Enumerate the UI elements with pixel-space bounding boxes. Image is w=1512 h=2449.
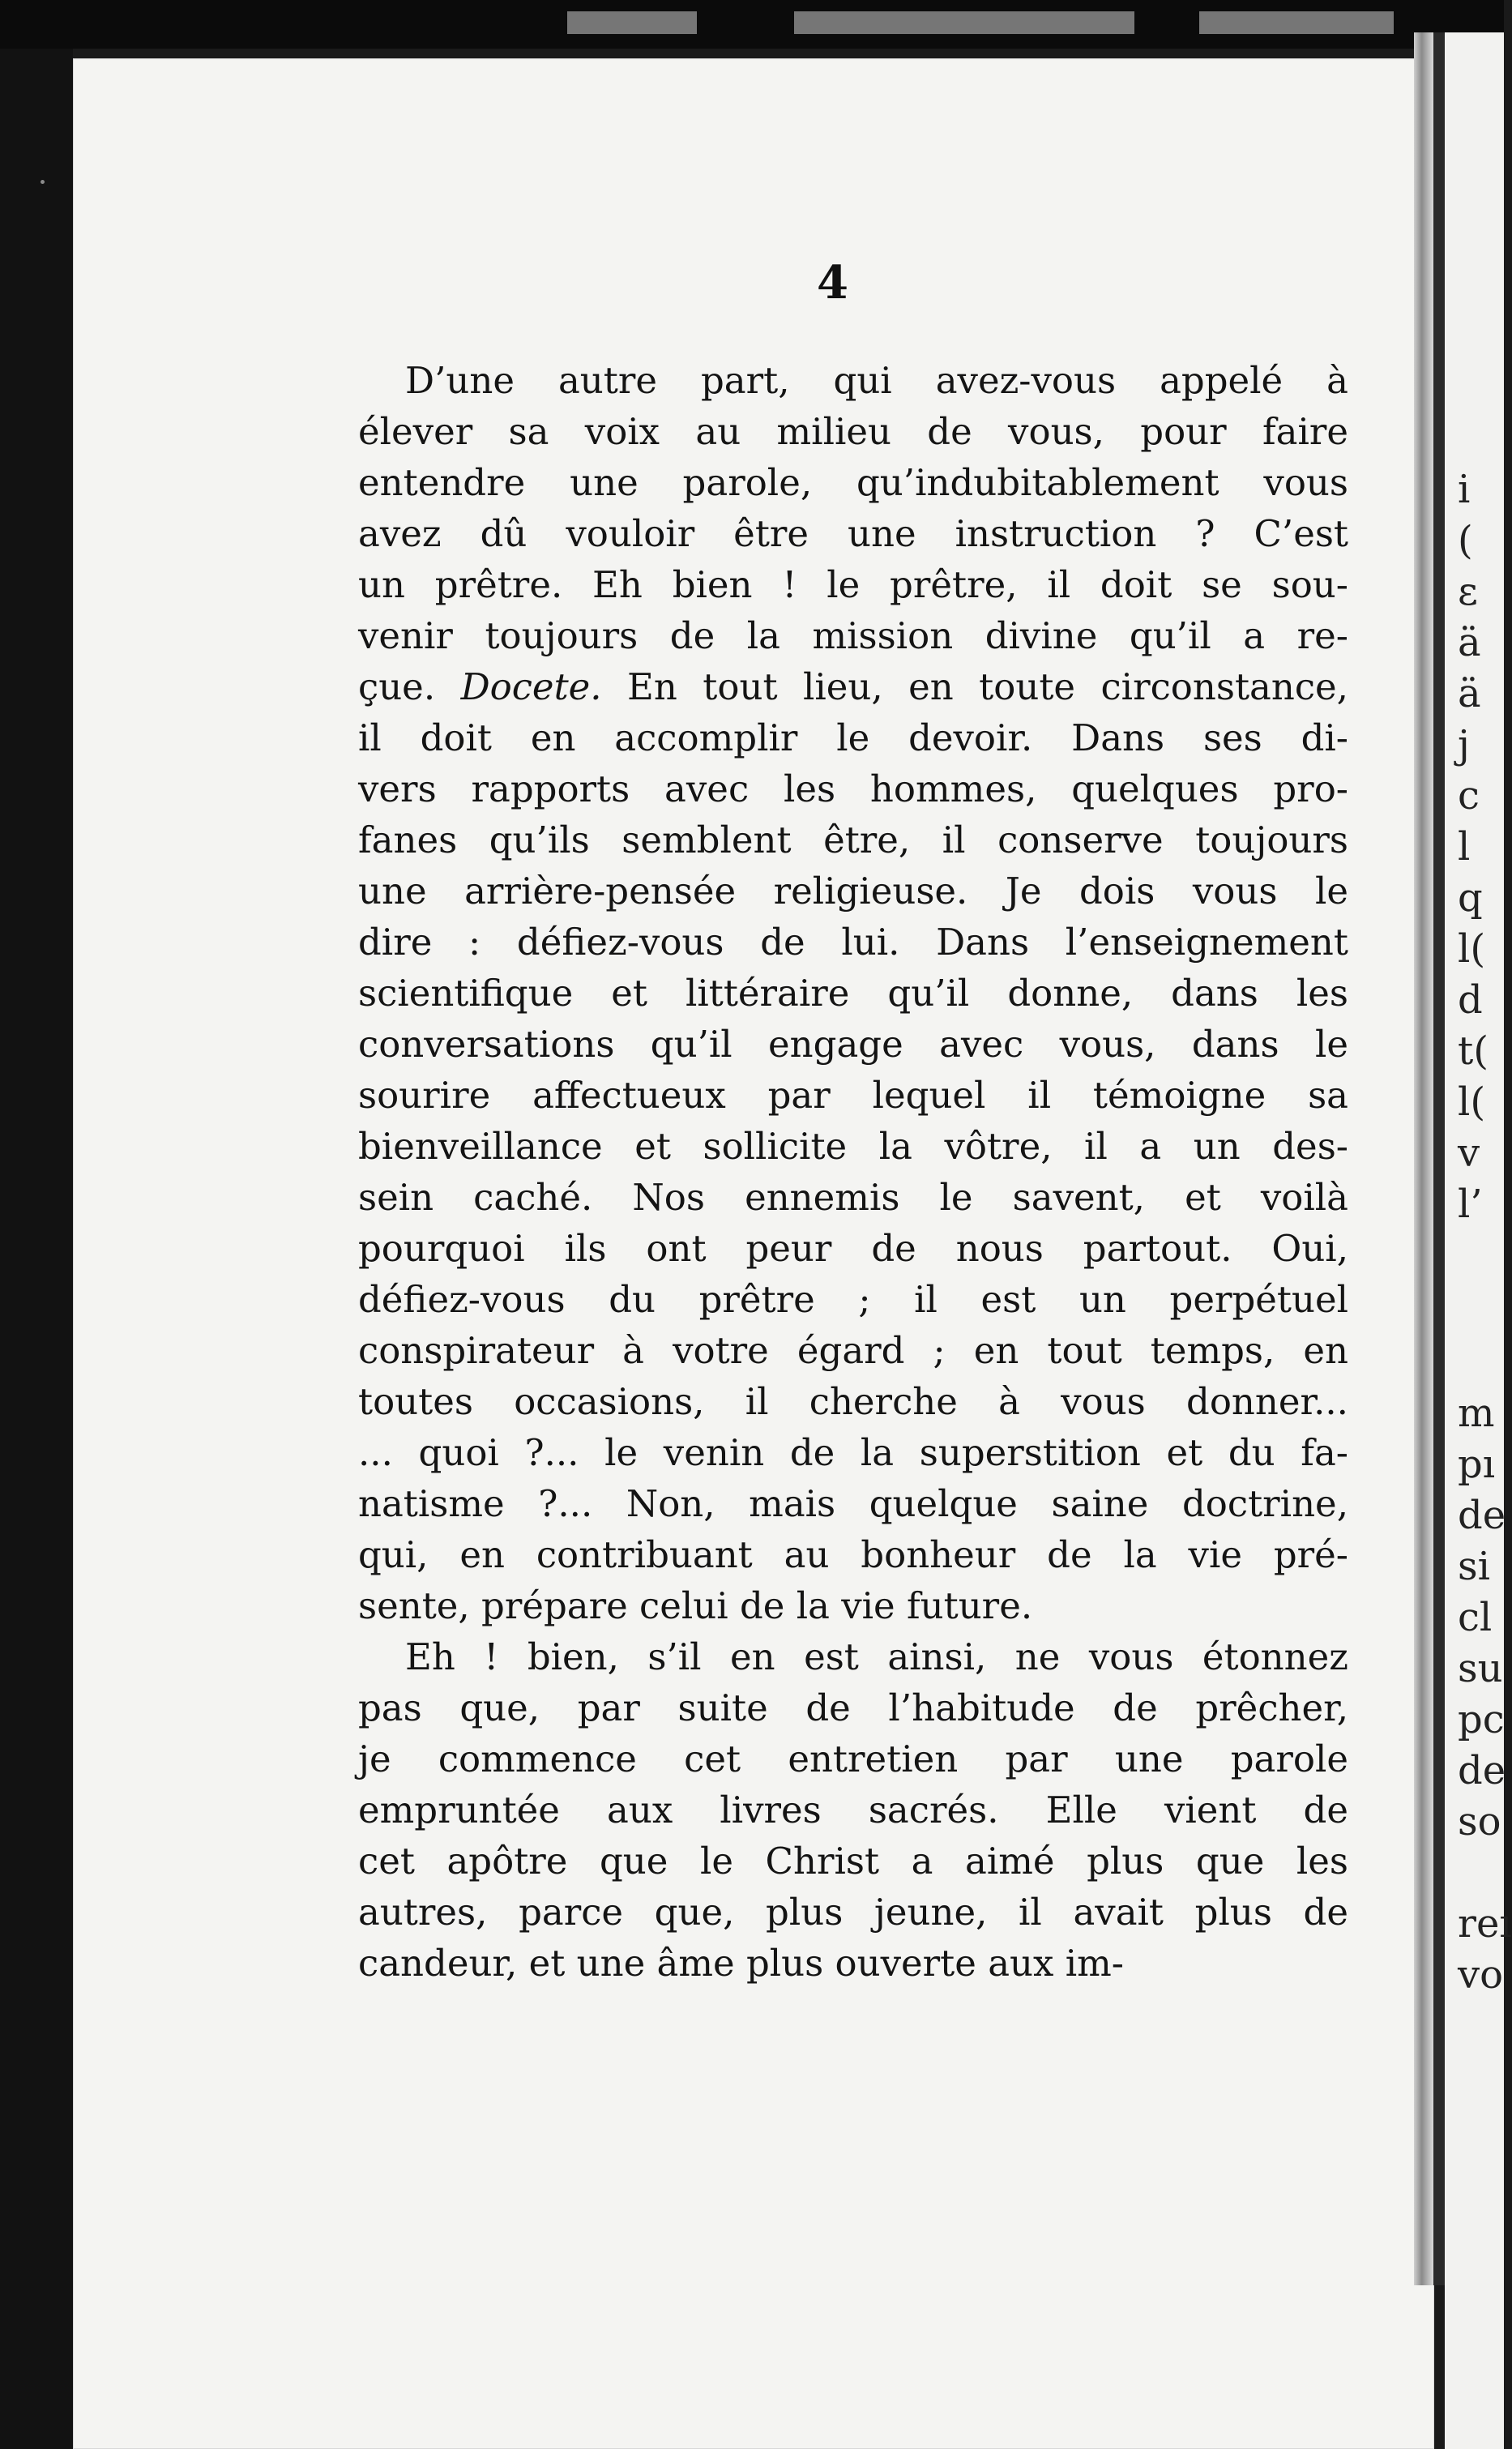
edge-glyph: l [1458,824,1471,870]
edge-glyph: ä [1458,620,1481,665]
text-line: un prêtre. Eh bien ! le prêtre, il doit se sou- [358,563,1348,606]
text-line: entendre une parole, qu’indubitablement vous [358,461,1348,504]
edge-glyph: de [1458,1748,1506,1793]
text-line: dire : défiez-vous de lui. Dans l’enseignement [358,921,1348,964]
text-line: sente, prépare celui de la vie future. [358,1584,1033,1627]
text-line: sein caché. Nos ennemis le savent, et voilà [358,1176,1348,1219]
text-line: pas que, par suite de l’habitude de prêcher, [358,1686,1348,1729]
edge-glyph: l( [1458,926,1486,972]
edge-glyph: si [1458,1544,1490,1589]
next-page-edge [1445,32,1512,2449]
text-line: défiez-vous du prêtre ; il est un perpétuel [358,1278,1348,1321]
text-line: empruntée aux livres sacrés. Elle vient de [358,1789,1348,1831]
scan-top-strip [0,0,1504,49]
text-line: D’une autre part, qui avez-vous appelé à [405,359,1348,402]
edge-glyph: ɛ [1458,569,1478,614]
text-line: fanes qu’ils semblent être, il conserve toujours [358,818,1348,861]
edge-glyph: l( [1458,1079,1486,1125]
text-line: bienveillance et sollicite la vôtre, il a un des- [358,1125,1348,1168]
edge-glyph: i [1458,467,1471,512]
edge-glyph: cl [1458,1595,1493,1640]
text-line: venir toujours de la mission divine qu’il a re- [358,614,1348,657]
text-line: pourquoi ils ont peur de nous partout. Oui, [358,1227,1348,1270]
text-line: autres, parce que, plus jeune, il avait plus de [358,1891,1348,1934]
text-line: candeur, et une âme plus ouverte aux im- [358,1942,1124,1985]
edge-glyph: c [1458,773,1480,818]
scan-artifact [567,11,697,34]
body-text [358,355,1348,1989]
edge-glyph: ( [1458,518,1473,563]
text-line: Eh ! bien, s’il en est ainsi, ne vous étonnez [405,1635,1348,1678]
edge-glyph: pc [1458,1697,1505,1742]
text-line: élever sa voix au milieu de vous, pour faire [358,410,1348,453]
edge-glyph: su [1458,1646,1503,1691]
text-line: je commence cet entretien par une parole [358,1737,1348,1780]
scan-left-margin [0,49,73,2449]
text-line: une arrière-pensée religieuse. Je dois vous le [358,870,1348,912]
text-line: çue. Docete. En tout lieu, en toute circonstance, [358,665,1348,708]
scan-artifact [1199,11,1394,34]
scan-artifact [794,11,1134,34]
book-gutter [1414,32,1433,2285]
edge-glyph: j [1458,722,1470,767]
text-line: il doit en accomplir le devoir. Dans ses di- [358,716,1348,759]
text-line: vers rapports avec les hommes, quelques pro- [358,767,1348,810]
scan-speck [41,180,45,184]
edge-glyph: ä [1458,671,1481,716]
edge-glyph: t( [1458,1028,1489,1074]
edge-glyph: m [1458,1391,1495,1436]
edge-glyph: l’ [1458,1182,1483,1227]
text-line: conspirateur à votre égard ; en tout temps, en [358,1329,1348,1372]
text-line: ... quoi ?... le venin de la superstition et du fa- [358,1431,1348,1474]
text-line: qui, en contribuant au bonheur de la vie pré- [358,1533,1348,1576]
edge-glyph: de [1458,1493,1506,1538]
edge-glyph: so [1458,1799,1501,1844]
edge-glyph: pı [1458,1442,1496,1487]
text-line: cet apôtre que le Christ a aimé plus que les [358,1840,1348,1883]
page-number: 4 [817,256,848,310]
text-line: conversations qu’il engage avec vous, dans le [358,1023,1348,1066]
edge-glyph: vo [1458,1952,1504,1998]
text-line: scientifique et littéraire qu’il donne, dans les [358,972,1348,1015]
text-line: avez dû vouloir être une instruction ? C’est [358,512,1348,555]
edge-glyph: d [1458,977,1483,1023]
text-line: toutes occasions, il cherche à vous donner... [358,1380,1348,1423]
gutter-shadow [1433,32,1445,2285]
edge-glyph: v [1458,1130,1480,1176]
text-line: natisme ?... Non, mais quelque saine doctrine, [358,1482,1348,1525]
text-line: sourire affectueux par lequel il témoigne sa [358,1074,1348,1117]
italic-word: Docete. [460,665,602,708]
edge-glyph: q [1458,875,1483,921]
edge-glyph: reı [1458,1901,1512,1947]
